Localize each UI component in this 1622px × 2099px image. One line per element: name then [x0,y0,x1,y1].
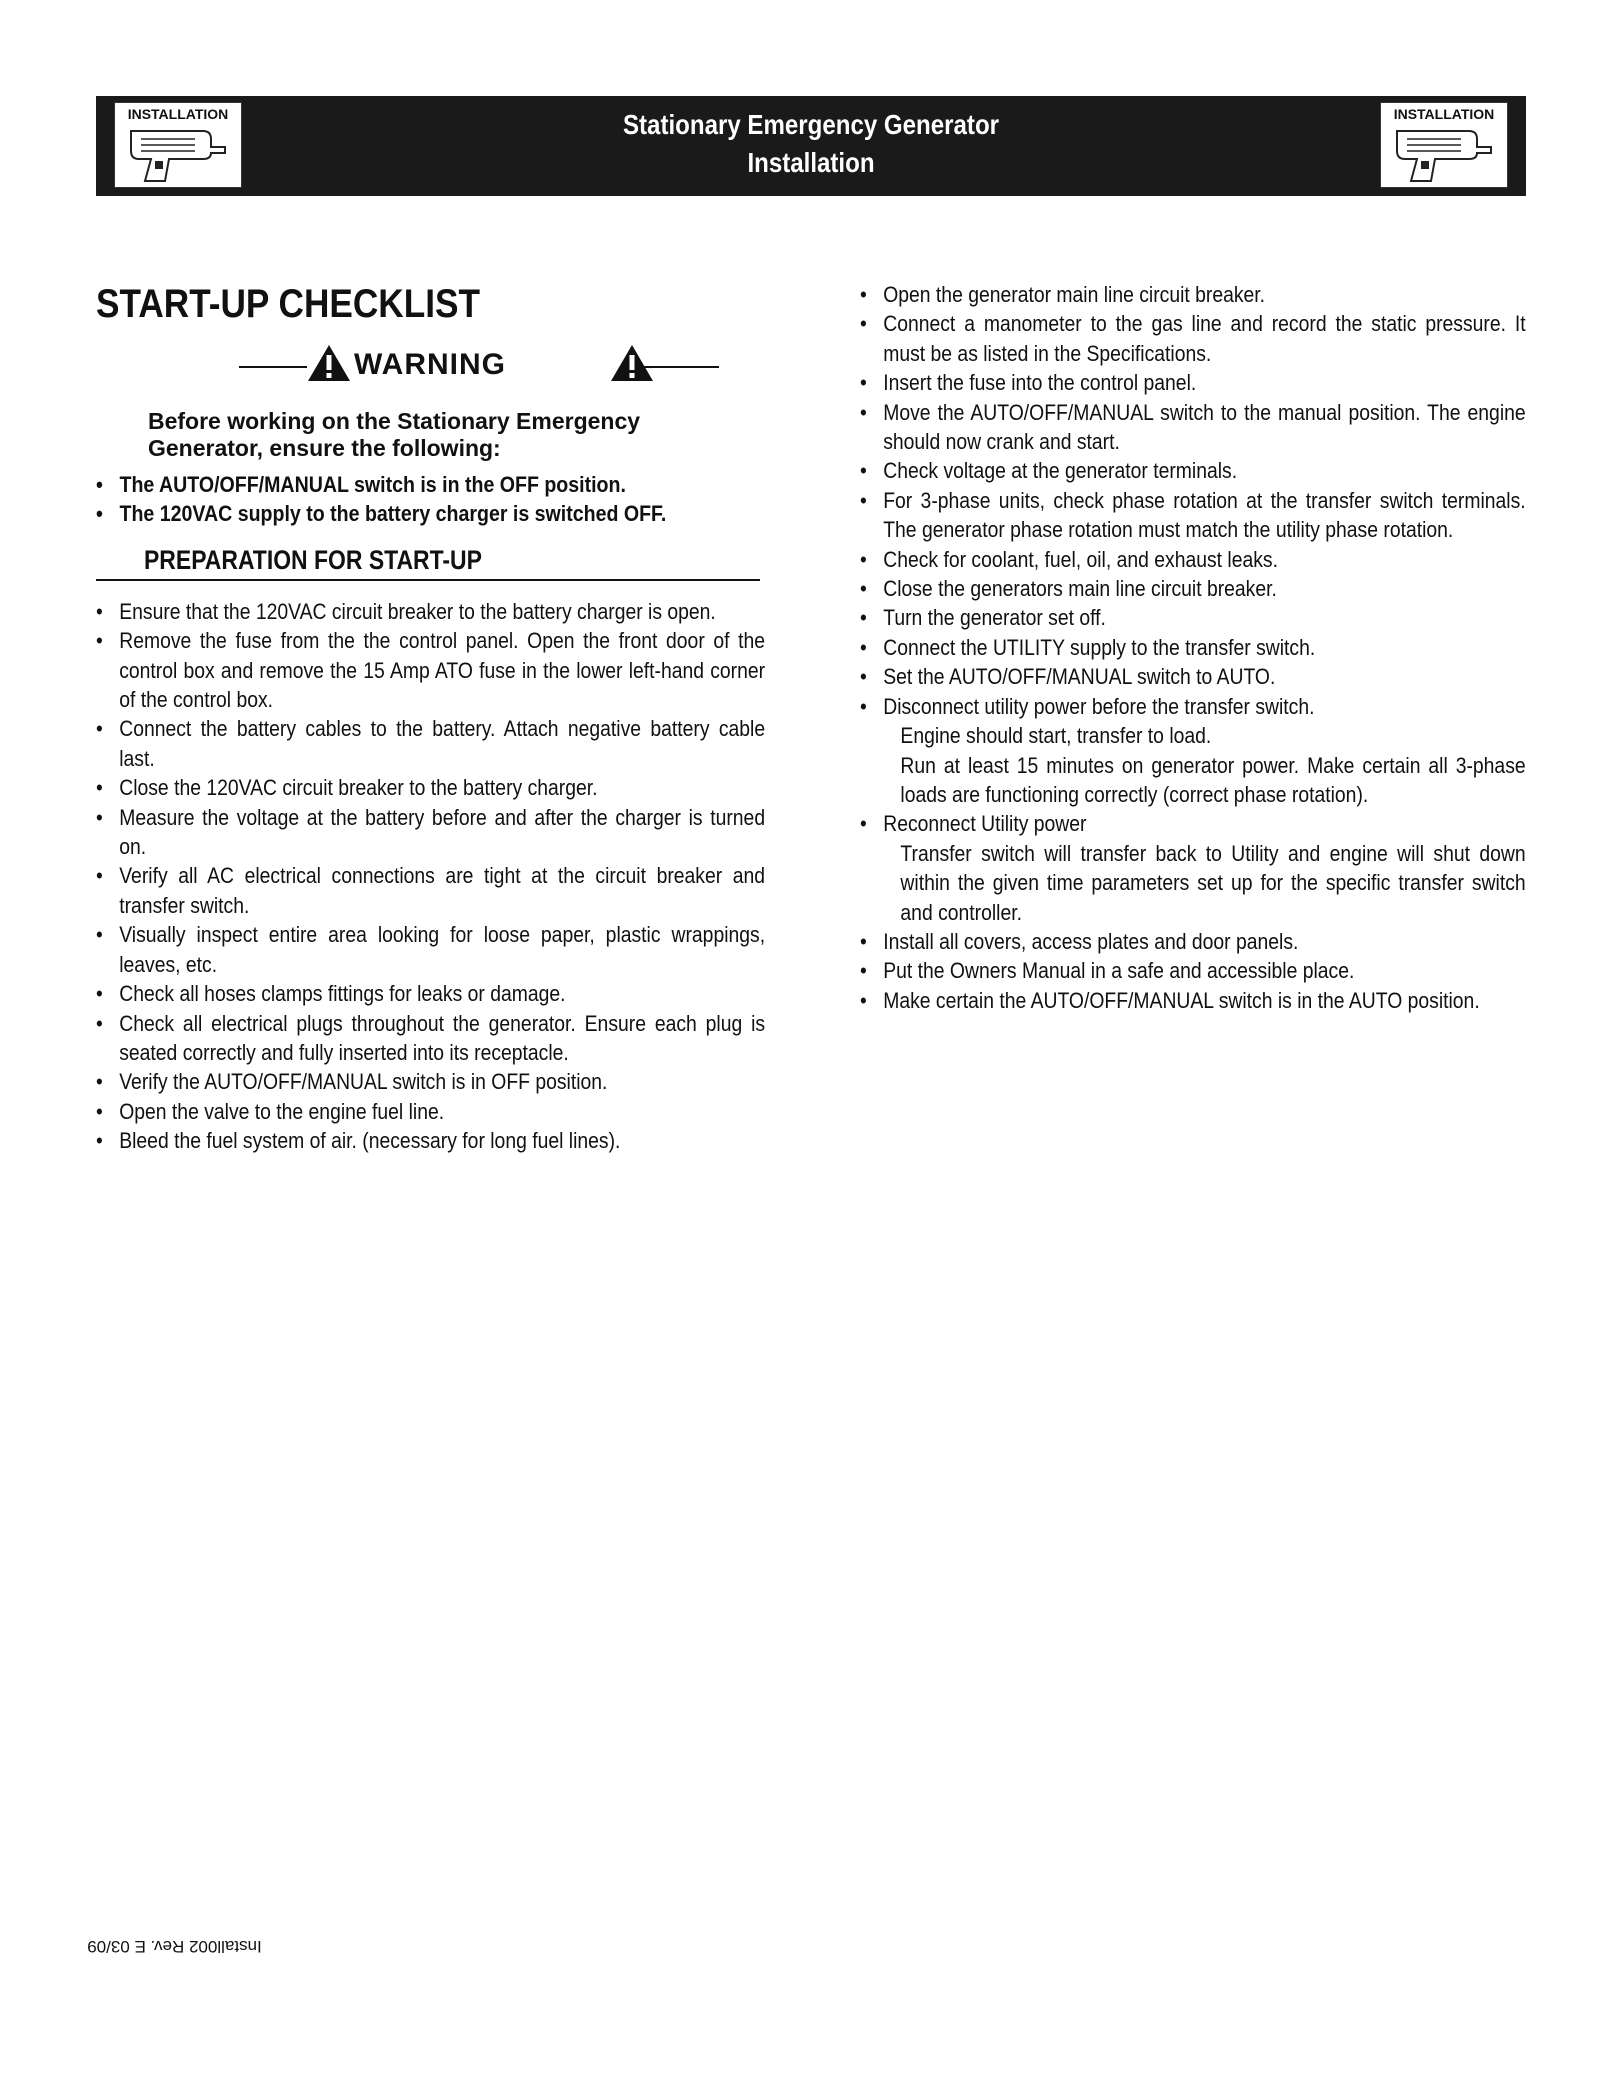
sub-note: Transfer switch will transfer back to Utility and engine will shut down within the given time parameters set up for the specific transfer switch and controller. [900,840,1526,925]
list-item: • Connect the battery cables to the battery. Attach negative battery cable last. [96,714,765,773]
preparation-list-wrap [96,597,765,1156]
list-item: • The AUTO/OFF/MANUAL switch is in the OFF position. [96,470,679,499]
list-item: • Move the AUTO/OFF/MANUAL switch to the manual position. The engine should now crank and start. [860,398,1526,457]
list-item: • Ensure that the 120VAC circuit breaker to the battery charger is open. [96,597,765,626]
list-item: • Bleed the fuel system of air. (necessary for long fuel lines). [96,1126,765,1155]
startup-steps-list [860,280,1526,1015]
section-heading-text: PREPARATION FOR START-UP [144,544,482,575]
list-item: • Verify the AUTO/OFF/MANUAL switch is in OFF position. [96,1067,765,1096]
list-item: • Open the generator main line circuit breaker. [860,280,1526,309]
list-item: • Install all covers, access plates and door panels. [860,927,1526,956]
list-item: • Measure the voltage at the battery before and after the charger is turned on. [96,803,765,862]
left-column [96,280,766,1156]
header-title-line1: Stationary Emergency Generator [622,109,1000,140]
section-heading-rule [96,579,760,581]
right-column [860,280,1526,1015]
header-title-line2: Installation [747,147,875,178]
list-item: • Connect the UTILITY supply to the transfer switch. [860,633,1526,662]
list-item: • For 3-phase units, check phase rotation at the transfer switch terminals. The generator phase rotation must match the utility phase rotation. [860,486,1526,545]
sub-note: Run at least 15 minutes on generator power. Make certain all 3-phase loads are functioning correctly (correct phase rotation). [900,752,1526,807]
list-item: • Close the generators main line circuit breaker. [860,574,1526,603]
list-item: • Visually inspect entire area looking for loose paper, plastic wrappings, leaves, etc. [96,920,765,979]
list-item: • Open the valve to the engine fuel line. [96,1097,765,1126]
preparation-list [96,597,765,1156]
list-item: • Reconnect Utility power Transfer switch will transfer back to Utility and engine will shut down within the given time parameters set up for the specific transfer switch and controller. [860,809,1526,927]
list-item: • Set the AUTO/OFF/MANUAL switch to AUTO. [860,662,1526,691]
warning-triangle-icon [610,344,654,382]
list-item: • Turn the generator set off. [860,603,1526,632]
warning-list [96,470,766,529]
startup-steps-wrap [860,280,1526,1015]
warning-intro: Before working on the Stationary Emergency Generator, ensure the following: [148,408,641,461]
list-item: • Check all hoses clamps fittings for leaks or damage. [96,979,765,1008]
list-item: • Insert the fuse into the control panel. [860,368,1526,397]
drill-icon [1391,125,1499,185]
list-item: • Make certain the AUTO/OFF/MANUAL switch is in the AUTO position. [860,986,1526,1015]
badge-label: INSTALLATION [1393,106,1495,122]
section-heading [96,545,766,581]
document-code: Install002 Rev. E 03/09 [87,1937,262,1956]
list-item: • Close the 120VAC circuit breaker to the battery charger. [96,773,765,802]
installation-badge-right [1380,102,1508,188]
list-item: • Check voltage at the generator terminals. [860,456,1526,485]
header-title [196,106,1426,182]
list-item: • Connect a manometer to the gas line and record the static pressure. It must be as listed in the Specifications. [860,309,1526,368]
warning-banner [96,344,766,390]
list-item: • Disconnect utility power before the transfer switch. Engine should start, transfer to load. Run at least 15 minutes on generator power. Make certain all 3-phase loads are functioning correctly (correct phase rotation). [860,692,1526,810]
list-item: • Check for coolant, fuel, oil, and exhaust leaks. [860,545,1526,574]
warning-rule-right [644,366,719,368]
list-item: • Verify all AC electrical connections are tight at the circuit breaker and transfer switch. [96,861,765,920]
badge-label: INSTALLATION [127,106,229,122]
warning-triangle-icon [307,344,351,382]
warning-label: WARNING [354,348,506,381]
list-item: • Put the Owners Manual in a safe and accessible place. [860,956,1526,985]
list-item: • Remove the fuse from the the control panel. Open the front door of the control box and remove the 15 Amp ATO fuse in the lower left-hand corner of the control box. [96,626,765,714]
header-bar [96,96,1526,196]
page-title: START-UP CHECKLIST [96,282,480,326]
warning-rule-left [239,366,307,368]
list-item: • The 120VAC supply to the battery charger is switched OFF. [96,499,679,528]
list-item: • Check all electrical plugs throughout the generator. Ensure each plug is seated correctly and fully inserted into its receptacle. [96,1009,765,1068]
sub-note: Engine should start, transfer to load. [900,723,1212,749]
